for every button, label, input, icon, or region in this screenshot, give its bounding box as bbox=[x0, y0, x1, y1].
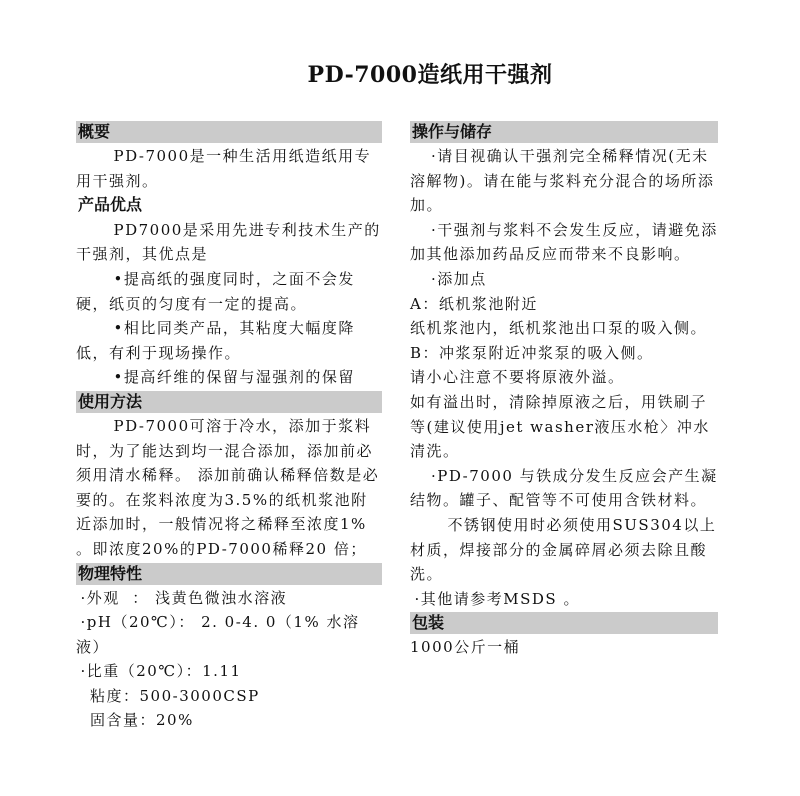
handling-item: ·请目视确认干强剂完全稀释情况(无未溶解物)。请在能与浆料充分混合的场所添加。 bbox=[410, 147, 715, 215]
section-heading-overview: 概要 bbox=[76, 121, 382, 143]
advantage-item: •相比同类产品，其粘度大幅度降低，有利于现场操作。 bbox=[76, 319, 355, 362]
property-sub-item: 固含量：20% bbox=[90, 711, 194, 730]
advantages-intro: PD7000是采用先进专利技术生产的干强剂，其优点是 bbox=[76, 220, 381, 264]
section-heading-packaging: 包装 bbox=[410, 612, 718, 634]
steel-note: 不锈钢使用时必须使用SUS304以上材质，焊接部分的金属碎屑必须去除且酸洗。 bbox=[410, 515, 717, 584]
overview-text: PD-7000是一种生活用纸造纸用专用干强剂。 bbox=[76, 147, 372, 190]
section-heading-properties: 物理特性 bbox=[76, 563, 382, 585]
handling-line: 纸机浆池内，纸机浆池出口泵的吸入侧。 bbox=[410, 319, 708, 338]
msds-note: ·其他请参考MSDS 。 bbox=[414, 589, 580, 608]
property-item: ·外观 ： 浅黄色微浊水溶液 bbox=[80, 588, 288, 607]
property-item: ·pH（20℃）： 2. 0-4. 0（1% 水溶液） bbox=[76, 613, 360, 656]
handling-line: B：冲浆泵附近冲浆泵的吸入侧。 bbox=[410, 343, 654, 362]
handling-line: A：纸机浆池附近 bbox=[410, 294, 538, 313]
section-heading-usage: 使用方法 bbox=[76, 391, 382, 413]
packaging-text: 1000公斤一桶 bbox=[410, 638, 521, 657]
section-heading-handling: 操作与储存 bbox=[410, 121, 718, 143]
document-title: PD-7000造纸用干强剂 bbox=[307, 62, 553, 88]
advantage-item: •提高纤维的保留与湿强剂的保留 bbox=[113, 368, 355, 387]
handling-line: 请小心注意不要将原液外溢。 bbox=[410, 368, 625, 387]
handling-item: ·添加点 bbox=[431, 269, 487, 288]
property-sub-item: 粘度：500-3000CSP bbox=[90, 686, 260, 705]
handling-item: ·干强剂与浆料不会发生反应，请避免添加其他添加药品反应而带来不良影响。 bbox=[410, 220, 718, 264]
left-column bbox=[76, 120, 382, 733]
handling-line: 如有溢出时，清除掉原液之后，用铁刷子等(建议使用jet washer液压水枪〉冲水清洗。 bbox=[410, 392, 710, 461]
property-item: ·比重（20℃）：1.11 bbox=[80, 662, 242, 681]
right-column bbox=[410, 120, 718, 660]
iron-note: ·PD-7000 与铁成分发生反应会产生凝结物。罐子、配管等不可使用含铁材料。 bbox=[410, 466, 718, 510]
section-heading-advantages: 产品优点 bbox=[78, 195, 143, 215]
advantage-item: •提高纸的强度同时，之面不会发硬，纸页的匀度有一定的提高。 bbox=[76, 269, 355, 313]
usage-text: PD-7000可溶于冷水，添加于浆料时，为了能达到均一混合添加，添加前必须用清水稀释。 添加前确认稀释倍数是必要的。在浆料浓度为3.5%的纸机浆池附近添加时，一般情况将之稀释至浓度1% 。即浓度20%的PD-7000稀释20 倍； bbox=[76, 416, 380, 558]
